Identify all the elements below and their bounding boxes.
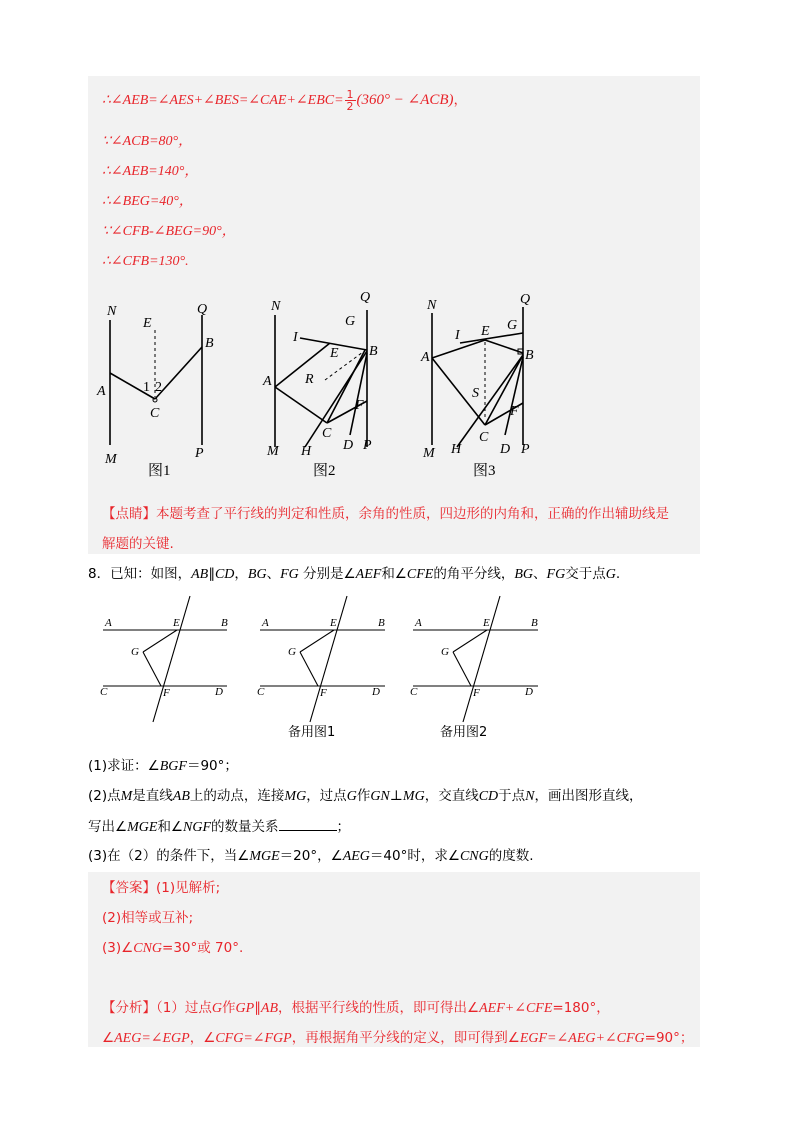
label-A: A	[262, 617, 269, 629]
label-A: A	[415, 617, 422, 629]
label-P: P	[363, 438, 372, 453]
label-G: G	[507, 318, 518, 333]
problem-8-figures	[95, 592, 545, 742]
label-B: B	[525, 348, 534, 363]
label-M: M	[105, 452, 117, 467]
label-C: C	[150, 406, 160, 421]
comment-line-2: 解题的关键.	[102, 536, 174, 552]
label-H: H	[301, 444, 312, 459]
label-G: G	[441, 646, 449, 658]
answer-blank[interactable]	[279, 818, 337, 831]
label-H: H	[451, 442, 462, 457]
label-F: F	[510, 404, 519, 419]
label-E: E	[143, 316, 152, 331]
label-C: C	[479, 430, 489, 445]
label-E: E	[483, 617, 490, 629]
label-N: N	[107, 304, 117, 319]
question-2-cont: 写出∠MGE和∠NGF的数量关系 ；	[88, 819, 351, 835]
label-Q: Q	[520, 292, 531, 307]
label-A: A	[421, 350, 430, 365]
solution-line-6: ∴∠CFB=130°.	[102, 254, 189, 269]
label-N: N	[427, 298, 437, 313]
answer-line-3: (3)∠CNG=30°或 70°.	[102, 940, 244, 956]
label-B: B	[205, 336, 214, 351]
comment-line-1: 【点睛】本题考查了平行线的判定和性质，余角的性质，四边形的内角和，正确的作出辅助线是	[102, 506, 669, 522]
label-A: A	[97, 384, 106, 399]
label-Q: Q	[360, 290, 371, 305]
label-M: M	[423, 446, 435, 461]
solution-line-1: ∴∠AEB=∠AES+∠BES=∠CAE+∠EBC= $\frac{1}{2}$ (360° − ∠ACB)，	[102, 88, 467, 113]
label-E: E	[173, 617, 180, 629]
label-F: F	[355, 398, 364, 413]
problem-8-stem: 8．已知：如图，AB∥CD，BG、FG 分别是∠AEF和∠CFE的角平分线，BG、FG交于点G.	[88, 566, 621, 582]
analysis-line-2: ∠AEG=∠EGP，∠CFG=∠FGP，再根据角平分线的定义，即可得到∠EGF=∠AEG+∠CFG=90°；	[102, 1030, 694, 1046]
answer-line-1: 【答案】(1)见解析;	[102, 880, 221, 896]
fig-c-caption: 备用图2	[440, 725, 488, 740]
label-P: P	[195, 446, 204, 461]
label-Q: Q	[197, 302, 208, 317]
fig-b-caption: 备用图1	[288, 725, 336, 740]
label-D: D	[372, 686, 380, 698]
label-B: B	[531, 617, 538, 629]
fig3-caption: 图3	[473, 463, 496, 479]
fig1-caption: 图1	[148, 463, 171, 479]
label-S: S	[472, 386, 479, 401]
label-C: C	[410, 686, 418, 698]
label-G: G	[131, 646, 139, 658]
label-F: F	[473, 687, 480, 699]
solution-line-2: ∵∠ACB=80°，	[102, 134, 193, 149]
label-M: M	[267, 444, 279, 459]
fig2-caption: 图2	[313, 463, 336, 479]
label-N: N	[271, 299, 281, 314]
answer-line-2: (2)相等或互补;	[102, 910, 194, 926]
answer-box	[88, 872, 700, 1047]
label-F: F	[163, 687, 170, 699]
label-E: E	[481, 324, 490, 339]
label-C: C	[257, 686, 265, 698]
label-B: B	[369, 344, 378, 359]
geometry-figure-1-3	[95, 285, 565, 480]
analysis-line-1: 【分析】（1）过点G作GP∥AB，根据平行线的性质，即可得出∠AEF+∠CFE=180°，	[102, 1000, 610, 1016]
label-1: 1	[143, 380, 150, 395]
question-3: (3)在（2）的条件下，当∠MGE＝20°，∠AEG＝40°时，求∠CNG的度数.	[88, 848, 534, 864]
solution-line-4: ∴∠BEG=40°，	[102, 194, 193, 209]
question-1: (1)求证：∠BGF＝90°；	[88, 758, 238, 774]
label-P: P	[521, 442, 530, 457]
label-D: D	[525, 686, 533, 698]
label-A: A	[263, 374, 272, 389]
label-E: E	[330, 617, 337, 629]
label-I: I	[455, 328, 460, 343]
label-R: R	[305, 372, 314, 387]
label-I: I	[293, 330, 298, 345]
label-D: D	[500, 442, 511, 457]
label-C: C	[322, 426, 332, 441]
label-G: G	[345, 314, 356, 329]
label-D: D	[215, 686, 223, 698]
label-2: 2	[155, 380, 162, 395]
label-F: F	[320, 687, 327, 699]
solution-line-3: ∴∠AEB=140°，	[102, 164, 199, 179]
question-2: (2)点M是直线AB上的动点，连接MG，过点G作GN⊥MG，交直线CD于点N，画出图形直线，	[88, 788, 643, 804]
label-B: B	[378, 617, 385, 629]
label-G: G	[288, 646, 296, 658]
solution-line-5: ∵∠CFB-∠BEG=90°，	[102, 224, 236, 239]
label-E: E	[330, 346, 339, 361]
label-B: B	[221, 617, 228, 629]
label-D: D	[343, 438, 354, 453]
label-C: C	[100, 686, 108, 698]
label-A: A	[105, 617, 112, 629]
